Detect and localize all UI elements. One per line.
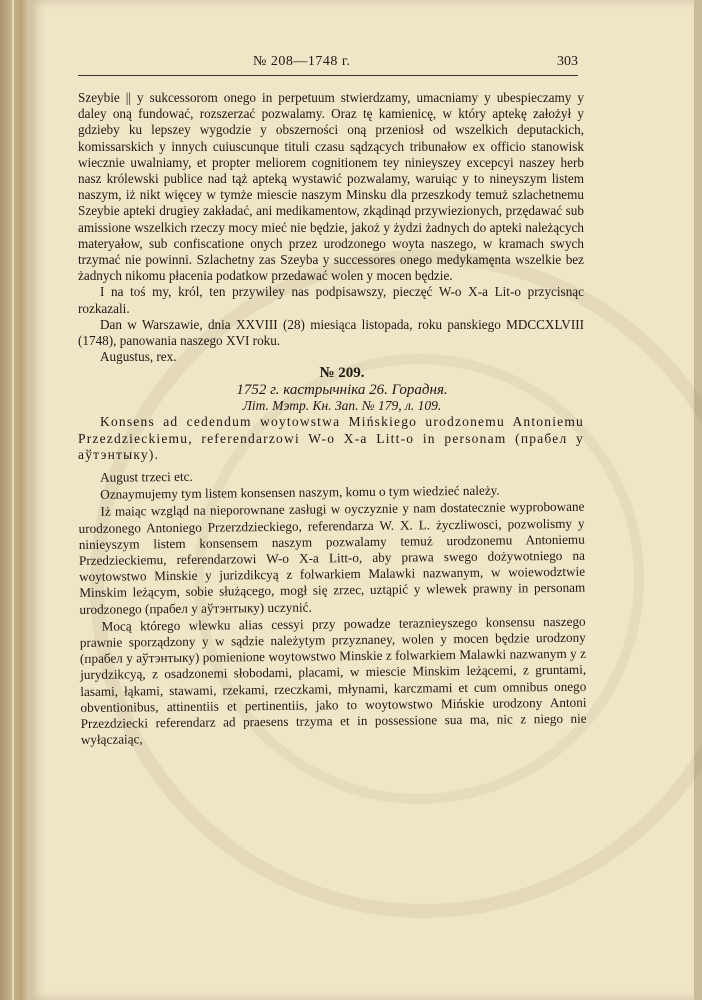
doc209-number: № 209. [319, 365, 365, 382]
doc209-text [78, 464, 587, 748]
doc208-paragraph-1: Szeybie || y sukcessorom onego in perpetuum stwierdzamy, umacniamy y ubespieczamy y daley oną fundować, rozszerzać pozwalamy. Oraz tę kamienicę, w który aptekę założył y gdzieby ku lepszey wygodzie y obszerności oną przeniosł od wszelkich deputackich, komissarskich y innych cuiuscunque tituli czasu sądzących tribunałow ex officio stanowisk wiecznie uwalniamy, et propter meliorem cognitionem tey ninieyszey excepcyi naszey herb nasz królewski publice nad tąż apteką wystawić pozwalamy, waruiąc y to nineyszym listem naszym, iż nikt więcey w tymże miescie naszym Minsku dla przeszkody temuż szlachetnemu Szeybie apteki drugiey zakładać, ani medikamentow, zkądinąd przywiezionych, przędawać sub amissione wszelkich rzeczy mocy mieć nie będzie, jakoż y żydzi żadnych do apteki należących materyałow, sub confiscatione onych przez urodzonego woyta naszego, w kramach swych trzymać nie powinni. Szlachetny zas Szeyba y successores onego medykamęnta wszelkie bez żadnych nikomu płacenia podatkow przedawać wolen y mocen będzie. [78, 90, 584, 284]
doc209-date-place: 1752 г. кастрычніка 26. Горадня. [236, 381, 448, 398]
doc209-regest: Konsens ad cedendum woytowstwa Mińskiego urodzonemu Antoniemu Przezdzieckiemu, referendarzowi W-o X-a Litt-o in personam (прабел у аўтэнтыку). [78, 414, 584, 463]
doc209-paragraph-4: Mocą którego wlewku alias cessyi przy powadze teraznieyszego konsensu naszego prawnie sporządzony y w sądzie należytym przyznaney, wolen y mocen będzie urodzony (прабел у аўтэнтыку) pomienione woytowstwo Minskie z folwarkiem Malawki nazwanym y z jurydzikcyą, z osadzonemi słobodami, placami, w miescie Minskim leżącemi, z gruntami, lasami, łąkami, stawami, rzekami, rzeczkami, młynami, karczmami et cum omnibus onego obventionibus, attinentiis et pertinentiis, jako to woytowstwo Mińskie urodzony Antoni Przezdziecki referendarz ad praesens trzyma et in possessione sua ma, nic z niego nie wyłączaiąc, [79, 613, 587, 747]
doc209-paragraph-3: Iż maiąc wzgląd na nieporownane zasługi w oyczyznie y nam dostatecznie wyprobowane urodzonego Antoniego Przerzdzieckiego, referendarza W. X. L. życzliwosci, pozwolismy y ninieyszym listem konsensem naszym pozwalamy temuż urodzonemu Antoniemu Przedzieckiemu, referendarzowi W-o X-a Litt-o, aby prawa swego dożywotniego na woytowstwo Minskie y jurizdikcyą z folwarkiem Malawki nazwanym, w woiewodztwie Minskim leżącym, sobie służącego, mogł się zrzec, uztąpić y wlewek prawny in personam urodzonego (прабел у аўтэнтыку) uczynić. [78, 498, 586, 617]
doc208-paragraph-2: I na toś my, król, ten przywiley nas podpisawszy, pieczęć W-o X-a Lit-o przycisnąc rozkazali. [78, 284, 584, 316]
header-rule [78, 75, 578, 76]
page-number: 303 [557, 54, 578, 69]
doc209-paragraph-2: Oznaymujemy tym listem konsensen naszym, komu o tym wiedzieć należy. [100, 482, 500, 502]
doc209-source: Літ. Мэтр. Кн. Зап. № 179, л. 109. [242, 397, 442, 413]
doc208-signature: Augustus, rex. [100, 349, 177, 365]
page-body [78, 90, 587, 749]
header-title: № 208—1748 г. [253, 54, 351, 69]
doc208-paragraph-3: Dan w Warszawie, dnia XXVIII (28) miesiąca listopada, roku panskiego MDCCXLVIII (1748), panowania naszego XVI roku. [78, 316, 584, 349]
doc209-paragraph-1: August trzeci etc. [99, 468, 193, 485]
book-binding [0, 0, 30, 1000]
running-header [78, 54, 578, 76]
